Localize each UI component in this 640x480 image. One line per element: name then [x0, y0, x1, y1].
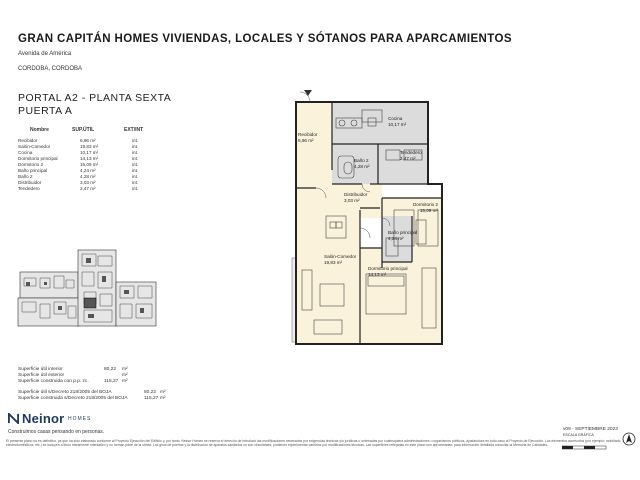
project-title: GRAN CAPITÁN HOMES VIVIENDAS, LOCALES Y SÓTANOS PARA APARCAMIENTOS [18, 33, 512, 45]
neinor-logo-icon [8, 413, 19, 424]
room-name: Distribuidor [18, 180, 42, 185]
room-area: 14,13 m² [80, 156, 99, 161]
highlighted-unit [84, 298, 96, 308]
room-area: 4,28 m² [80, 174, 96, 179]
label-bano2-name: Baño 2 [354, 158, 369, 163]
label-bano-principal-area: 4,24 m² [388, 236, 404, 241]
label-dormitorio-principal-area: 14,13 m² [368, 272, 387, 277]
door-line: PUERTA A [18, 105, 73, 117]
col-header-name: Nombre [30, 127, 49, 133]
scale-label: ESCALA GRÁFICA [563, 433, 594, 437]
label-tendedero-name: Tendedero [400, 150, 422, 155]
building-key-plan [14, 242, 159, 334]
room-name: Dormitorio 2 [18, 162, 44, 167]
unit-title [18, 92, 171, 118]
room-type: int. [132, 174, 139, 179]
label-dormitorio2-name: Dormitorio 2 [412, 202, 438, 207]
room-type: int. [132, 156, 139, 161]
floor-plan [282, 88, 452, 356]
col-header-ext-int: EXT/INT [124, 127, 144, 133]
room-area: 10,17 m² [80, 150, 99, 155]
brand-name: Neinor [22, 411, 65, 426]
label-dormitorio-principal-name: Dormitorio principal [368, 266, 408, 271]
decreto-util-value: 80,22 [144, 390, 157, 395]
label-dormitorio2-area: 15,09 m² [419, 208, 438, 213]
exterior-unit: m² [122, 373, 128, 378]
room-name: Baño 2 [18, 174, 33, 179]
construida-label: Superficie construida con p.p. zc. [18, 379, 89, 384]
label-recibidor-area: 6,96 m² [298, 138, 314, 143]
room-name: Salón-Comedor [18, 144, 51, 149]
brand-suffix: HOMES [68, 416, 92, 422]
room-area: 19,83 m² [80, 144, 99, 149]
room-name: Recibidor [18, 138, 38, 143]
label-cocina-name: Cocina [388, 116, 403, 121]
room-type: int. [132, 168, 139, 173]
room-type: int. [132, 162, 139, 167]
brand-tagline: Construimos casas pensando en personas. [8, 429, 105, 435]
interior-value: 80,22 [104, 367, 117, 372]
project-city: CORDOBA, CORDOBA [18, 66, 83, 72]
portal-floor-line: PORTAL A2 - PLANTA SEXTA [18, 92, 172, 104]
interior-label: Superficie útil interior [18, 367, 63, 372]
exterior-label: Superficie útil exterior [18, 373, 65, 378]
label-recibidor-name: Recibidor [298, 132, 318, 137]
project-address: Avenida de América [18, 51, 72, 57]
label-distribuidor-area: 3,03 m² [344, 198, 360, 203]
entrance-arrow-icon [304, 90, 312, 96]
room-area: 6,96 m² [80, 138, 96, 143]
rooms-table-header [18, 127, 154, 138]
decreto-const-unit: m² [160, 396, 166, 401]
decreto-util-unit: m² [160, 390, 166, 395]
label-salon-area: 19,83 m² [324, 260, 343, 265]
room-name: Cocina [18, 150, 33, 155]
table-row [18, 186, 154, 192]
room-type: int. [132, 138, 139, 143]
label-tendedero-area: 2,47 m² [400, 156, 416, 161]
room-area: 15,09 m² [80, 162, 99, 167]
room-recibidor [296, 102, 332, 188]
label-cocina-area: 10,17 m² [388, 122, 407, 127]
label-bano2-area: 4,28 m² [354, 164, 370, 169]
room-type: int. [132, 186, 139, 191]
label-bano-principal-name: Baño principal [388, 230, 418, 235]
label-distribuidor-name: Distribuidor [344, 192, 368, 197]
label-salon-name: Salón-Comedor [324, 254, 357, 259]
version-label: v09 - SEPTIEMBRE 2023 [563, 427, 618, 432]
room-area: 4,24 m² [80, 168, 96, 173]
decreto-const-label: Superficie construida s/Decreto 218/2005 del BOJA [18, 396, 128, 401]
construida-value: 115,27 [104, 379, 119, 384]
room-type: int. [132, 150, 139, 155]
room-type: int. [132, 180, 139, 185]
room-name: Dormitorio principal [18, 156, 58, 161]
rooms-table-wrapper [18, 127, 154, 192]
room-type: int. [132, 144, 139, 149]
col-header-area: SUP.ÚTIL [72, 127, 95, 133]
room-area: 3,03 m² [80, 180, 96, 185]
room-name: Baño principal [18, 168, 48, 173]
decreto-const-value: 115,27 [144, 396, 159, 401]
room-area: 2,47 m² [80, 186, 96, 191]
interior-unit: m² [122, 367, 128, 372]
room-name: Tendedero [18, 186, 40, 191]
rooms-table [18, 127, 154, 192]
surface-summary [18, 367, 168, 407]
construida-unit: m² [122, 379, 128, 384]
decreto-util-label: Superficie útil s/Decreto 218/2005 del BOJA [18, 390, 112, 395]
legal-disclaimer: El presente plano no es definitivo, ya que ha sido elaborado conforme al Proyecto Ejecución del Edificio y, por tanto, Neinor Homes se reserva el derecho de introducir las modificaciones necesarias por exigencias técnicas y/o jurídicas u ordenadas por cualesquiera administraciones u organismos públicos, ajustándose en todo caso al Proyecto de Ejecución. Los elementos accesorios (por ejemplo: mobiliario, electrodomésticos, etc.) se incluyen a título meramente orientativo y no forman parte de la oferta. Los giros de puertas y la distribución de aparatos sanitarios no son vinculantes, pudiendo experimentar cambios por modificaciones técnicas. Las superficies reflejadas en este plano son aproximadas; para información detallada consultar la Memoria de Calidades. [6, 439, 622, 448]
room-cocina [332, 102, 428, 144]
